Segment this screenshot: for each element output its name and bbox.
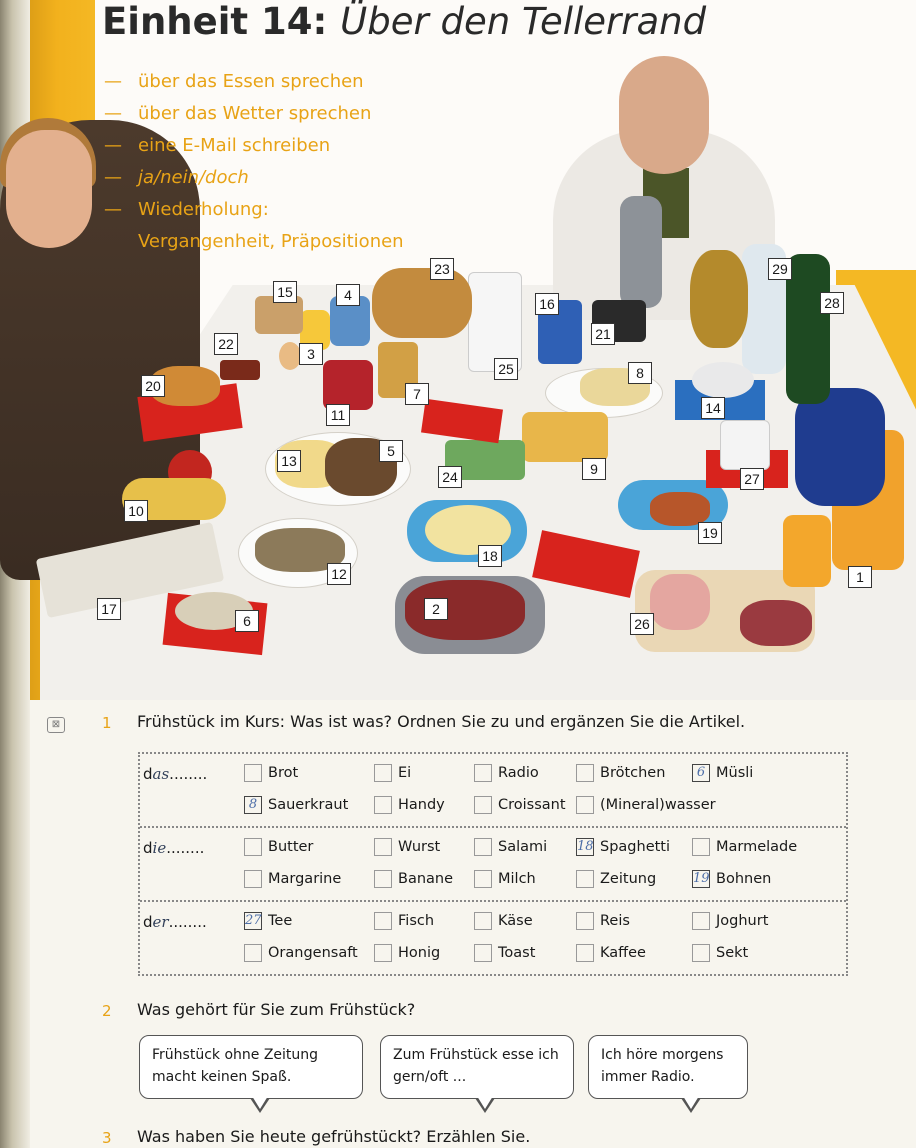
- vocab-label: Spaghetti: [600, 839, 671, 856]
- number-checkbox[interactable]: [374, 796, 392, 814]
- vocab-item: [576, 838, 670, 860]
- vocab-label: (Mineral)wasser: [600, 797, 716, 814]
- objective-text: Wiederholung:: [138, 199, 269, 220]
- vocab-item: [474, 870, 536, 892]
- photo-number-label: 14: [701, 397, 725, 419]
- jam-jar: [323, 360, 373, 410]
- vocab-item: [576, 944, 646, 966]
- number-checkbox[interactable]: [692, 838, 710, 856]
- photo-number-label: 24: [438, 466, 462, 488]
- vocab-label: Brötchen: [600, 765, 666, 782]
- speech-bubble-3: [588, 1035, 748, 1099]
- vocab-label: Müsli: [716, 765, 754, 782]
- objective-item: [104, 166, 404, 198]
- objective-item: [104, 198, 404, 230]
- photo-number-label: 22: [214, 333, 238, 355]
- ham: [650, 574, 710, 630]
- exercise-1-number: 1: [102, 714, 112, 732]
- bubble-2-line-1: Zum Frühstück esse ich: [393, 1047, 559, 1063]
- vocab-label: Kaffee: [600, 945, 646, 962]
- vocab-label: Tee: [268, 913, 293, 930]
- number-checkbox[interactable]: [374, 838, 392, 856]
- photo-number-label: 20: [141, 375, 165, 397]
- number-checkbox[interactable]: 19: [693, 871, 710, 887]
- number-checkbox[interactable]: [244, 764, 262, 782]
- number-checkbox[interactable]: [692, 912, 710, 930]
- vocab-label: Joghurt: [716, 913, 769, 930]
- unit-number: Einheit 14:: [102, 0, 328, 43]
- photo-number-label: 18: [478, 545, 502, 567]
- bubble-1-line-1: Frühstück ohne Zeitung: [152, 1047, 319, 1063]
- handwritten-article: as: [152, 765, 170, 783]
- audio-cd-icon: ⊠: [47, 717, 65, 733]
- thermos: [620, 196, 662, 308]
- photo-number-label: 4: [336, 284, 360, 306]
- beans: [650, 492, 710, 526]
- article-dots: ........: [169, 765, 208, 783]
- photo-number-label: 10: [124, 500, 148, 522]
- vocab-item: [692, 838, 797, 860]
- coffee-pot: [795, 388, 885, 506]
- photo-number-label: 15: [273, 281, 297, 303]
- vocab-item: [692, 944, 748, 966]
- photo-number-label: 28: [820, 292, 844, 314]
- photo-number-label: 26: [630, 613, 654, 635]
- number-checkbox[interactable]: [576, 870, 594, 888]
- photo-number-label: 7: [405, 383, 429, 405]
- bread-basket: [372, 268, 472, 338]
- photo-number-label: 8: [628, 362, 652, 384]
- vocab-label: Sauerkraut: [268, 797, 349, 814]
- article-blank[interactable]: [143, 765, 207, 783]
- bubble-3-line-1: Ich höre morgens: [601, 1047, 724, 1063]
- photo-number-label: 16: [535, 293, 559, 315]
- photo-number-label: 1: [848, 566, 872, 588]
- article-dots: ........: [168, 913, 207, 931]
- exercise-2-title: Was gehört für Sie zum Frühstück?: [137, 1000, 416, 1019]
- photo-number-label: 5: [379, 440, 403, 462]
- vocab-item: [374, 764, 411, 786]
- sausage: [740, 600, 812, 646]
- article-dots: ........: [166, 839, 205, 857]
- number-checkbox[interactable]: [374, 912, 392, 930]
- vocab-item: [474, 764, 539, 786]
- article-blank[interactable]: [143, 839, 204, 857]
- juice-glass: [783, 515, 831, 587]
- number-checkbox[interactable]: [474, 838, 492, 856]
- dash-bullet: —: [104, 71, 122, 92]
- learning-objectives: [104, 70, 404, 262]
- number-checkbox[interactable]: 6: [692, 764, 710, 782]
- vocab-label: Marmelade: [716, 839, 798, 856]
- number-checkbox[interactable]: [244, 838, 262, 856]
- photo-number-label: 12: [327, 563, 351, 585]
- grid-separator: [140, 900, 846, 902]
- article-blank[interactable]: [143, 913, 207, 931]
- vocab-label: Reis: [600, 913, 630, 930]
- vocab-label: Toast: [498, 945, 536, 962]
- vocab-label: Käse: [498, 913, 533, 930]
- photo-number-label: 13: [277, 450, 301, 472]
- vocab-item: [244, 912, 292, 934]
- photo-number-label: 27: [740, 468, 764, 490]
- margarine-box: [522, 412, 608, 462]
- number-checkbox[interactable]: [576, 944, 594, 962]
- objective-item: [104, 230, 404, 262]
- mobile-phone: [220, 360, 260, 380]
- number-checkbox[interactable]: [474, 870, 492, 888]
- photo-number-label: 17: [97, 598, 121, 620]
- photo-number-label: 2: [424, 598, 448, 620]
- vocab-label: Margarine: [268, 871, 342, 888]
- vocab-item: [244, 796, 348, 818]
- dash-bullet: —: [104, 135, 122, 156]
- article-prefix: d: [143, 765, 153, 783]
- number-checkbox[interactable]: 27: [245, 913, 262, 929]
- vocab-item: [374, 796, 445, 818]
- vocab-label: Croissant: [498, 797, 566, 814]
- vocab-item: [576, 870, 656, 892]
- article-assignment-grid: [138, 752, 848, 976]
- vocab-item: [474, 838, 547, 860]
- vocab-item: [474, 944, 535, 966]
- article-prefix: d: [143, 839, 153, 857]
- photo-number-label: 3: [299, 343, 323, 365]
- vocab-item: [692, 870, 771, 892]
- salami: [405, 580, 525, 640]
- number-checkbox[interactable]: [244, 870, 262, 888]
- handwritten-article: er: [152, 913, 169, 931]
- photo-number-label: 11: [326, 404, 350, 426]
- objective-text: eine E-Mail schreiben: [138, 135, 331, 156]
- photo-number-label: 6: [235, 610, 259, 632]
- number-checkbox[interactable]: 18: [577, 839, 594, 855]
- vocab-label: Salami: [498, 839, 548, 856]
- vocab-item: [474, 912, 533, 934]
- bubble-3-line-2: immer Radio.: [601, 1069, 695, 1085]
- vocab-label: Banane: [398, 871, 454, 888]
- objective-text: ja/nein/doch: [138, 167, 249, 188]
- number-checkbox[interactable]: [474, 764, 492, 782]
- vocab-item: [374, 944, 440, 966]
- bubble-2-line-2: gern/oft ...: [393, 1069, 467, 1085]
- speech-bubble-1: [139, 1035, 363, 1099]
- bubble-tail: [475, 1098, 495, 1113]
- vocab-label: Zeitung: [600, 871, 657, 888]
- pineapple: [690, 250, 748, 348]
- rice-bowl: [692, 362, 754, 398]
- vocab-label: Bohnen: [716, 871, 772, 888]
- number-checkbox[interactable]: [374, 870, 392, 888]
- vocab-item: [474, 796, 566, 818]
- tea-cup: [720, 420, 770, 470]
- objective-text: über das Wetter sprechen: [138, 103, 372, 124]
- photo-number-label: 29: [768, 258, 792, 280]
- photo-number-label: 9: [582, 458, 606, 480]
- number-checkbox[interactable]: [692, 944, 710, 962]
- vocab-label: Milch: [498, 871, 536, 888]
- number-checkbox[interactable]: [474, 796, 492, 814]
- vocab-item: [692, 912, 768, 934]
- vocab-item: [576, 764, 665, 786]
- exercise-1-title: Frühstück im Kurs: Was ist was? Ordnen Sie zu und ergänzen Sie die Artikel.: [137, 712, 746, 731]
- unit-title: Über den Tellerrand: [340, 0, 707, 43]
- vocab-item: [374, 838, 440, 860]
- exercise-3-number: 3: [102, 1129, 112, 1147]
- bubble-tail: [250, 1098, 270, 1113]
- grid-separator: [140, 826, 846, 828]
- article-prefix: d: [143, 913, 153, 931]
- number-checkbox[interactable]: [244, 944, 262, 962]
- vocab-label: Brot: [268, 765, 299, 782]
- handwritten-article: ie: [152, 839, 167, 857]
- vocab-label: Wurst: [398, 839, 441, 856]
- vocab-item: [576, 912, 630, 934]
- exercise-3-title: Was haben Sie heute gefrühstückt? Erzählen Sie.: [137, 1127, 531, 1146]
- objective-item: [104, 70, 404, 102]
- number-checkbox[interactable]: 8: [244, 796, 262, 814]
- objective-text: Vergangenheit, Präpositionen: [138, 231, 404, 252]
- photo-number-label: 19: [698, 522, 722, 544]
- vocab-item: [576, 796, 716, 818]
- objective-text: über das Essen sprechen: [138, 71, 364, 92]
- vocab-item: [374, 912, 434, 934]
- photo-number-label: 25: [494, 358, 518, 380]
- bubble-tail: [681, 1098, 701, 1113]
- vocab-label: Radio: [498, 765, 539, 782]
- vocab-item: [374, 870, 453, 892]
- dash-bullet: —: [104, 199, 122, 220]
- number-checkbox[interactable]: [474, 944, 492, 962]
- vocab-label: Handy: [398, 797, 445, 814]
- page-title: [102, 0, 706, 44]
- number-checkbox[interactable]: [374, 764, 392, 782]
- vocab-label: Butter: [268, 839, 314, 856]
- vocab-item: [244, 944, 358, 966]
- photo-number-label: 21: [591, 323, 615, 345]
- milk-jug: [468, 272, 522, 372]
- speech-bubble-2: [380, 1035, 574, 1099]
- vocab-item: [244, 764, 298, 786]
- dash-bullet: —: [104, 103, 122, 124]
- egg: [279, 342, 301, 370]
- woman-face: [6, 130, 92, 248]
- number-checkbox[interactable]: [576, 912, 594, 930]
- number-checkbox[interactable]: [576, 764, 594, 782]
- vocab-item: [692, 764, 753, 786]
- objective-item: [104, 134, 404, 166]
- dash-bullet: —: [104, 167, 122, 188]
- vocab-item: [244, 838, 313, 860]
- man-face: [619, 56, 709, 174]
- number-checkbox[interactable]: [576, 796, 594, 814]
- sparkling-wine-bottle: [786, 254, 830, 404]
- vocab-label: Honig: [398, 945, 441, 962]
- vocab-label: Fisch: [398, 913, 435, 930]
- exercise-2-number: 2: [102, 1002, 112, 1020]
- vocab-label: Orangensaft: [268, 945, 358, 962]
- number-checkbox[interactable]: [374, 944, 392, 962]
- vocab-label: Sekt: [716, 945, 749, 962]
- number-checkbox[interactable]: [474, 912, 492, 930]
- photo-number-label: 23: [430, 258, 454, 280]
- objective-item: [104, 102, 404, 134]
- vocab-label: Ei: [398, 765, 412, 782]
- bubble-1-line-2: macht keinen Spaß.: [152, 1069, 292, 1085]
- vocab-item: [244, 870, 341, 892]
